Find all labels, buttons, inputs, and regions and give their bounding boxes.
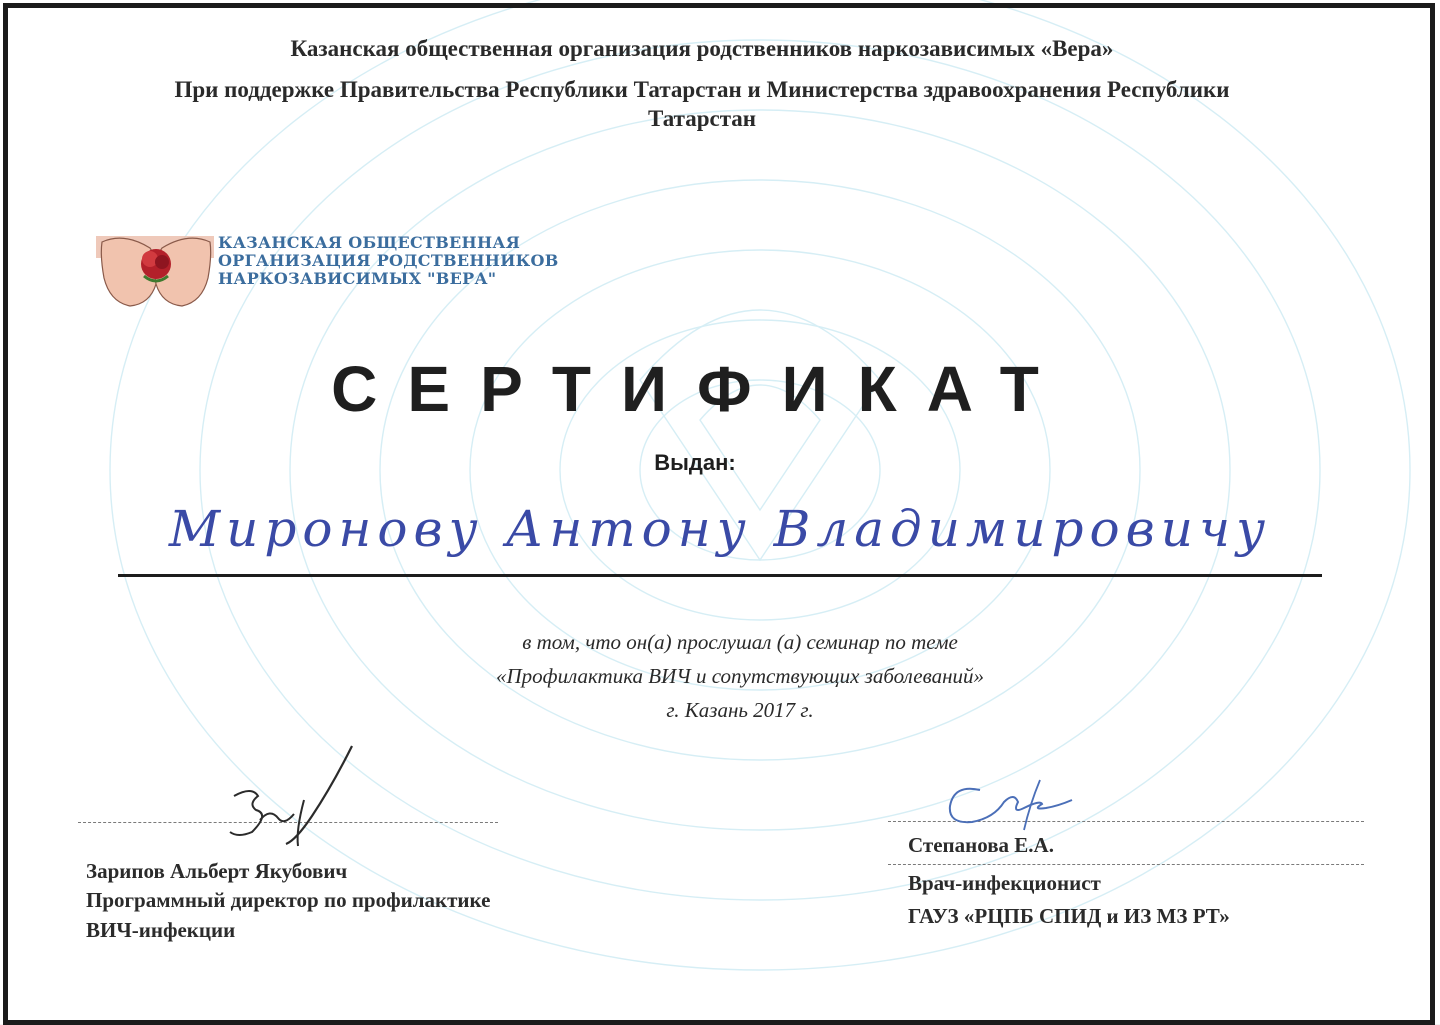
left-signatory-name: Зарипов Альберт Якубович xyxy=(86,859,348,883)
certificate-title: СЕРТИФИКАТ xyxy=(331,353,1069,425)
seminar-statement: в том, что он(а) прослушал (а) семинар по теме xyxy=(522,630,958,654)
recipient-underline xyxy=(118,574,1322,577)
support-line-continued: Татарстан xyxy=(647,106,757,131)
divider-line-right xyxy=(888,864,1364,865)
seminar-topic: «Профилактика ВИЧ и сопутствующих заболеваний» xyxy=(496,664,984,688)
signature-line-right xyxy=(888,821,1364,822)
logo-text-line: НАРКОЗАВИСИМЫХ "ВЕРА" xyxy=(218,269,497,288)
issued-label: Выдан: xyxy=(654,450,736,475)
right-signatory-organization: ГАУЗ «РЦПБ СПИД и ИЗ МЗ РТ» xyxy=(908,904,1230,928)
support-line: При поддержке Правительства Республики Татарстан и Министерства здравоохранения Республики xyxy=(174,77,1230,102)
right-signatory-position: Врач-инфекционист xyxy=(908,871,1101,895)
logo-text-line: ОРГАНИЗАЦИЯ РОДСТВЕННИКОВ xyxy=(218,251,559,270)
left-signatory-position: Программный директор по профилактике xyxy=(86,888,491,912)
logo-text-line: КАЗАНСКАЯ ОБЩЕСТВЕННАЯ xyxy=(218,233,521,252)
left-signatory-position-continued: ВИЧ-инфекции xyxy=(86,918,236,942)
logo-text xyxy=(218,234,559,288)
right-signatory-name: Степанова Е.А. xyxy=(908,833,1054,857)
signature-line-left xyxy=(78,822,498,823)
organization-title: Казанская общественная организация родственников наркозависимых «Вера» xyxy=(290,36,1114,61)
place-and-year: г. Казань 2017 г. xyxy=(666,698,814,722)
recipient-name: Миронову Антону Владимировичу xyxy=(168,500,1272,558)
